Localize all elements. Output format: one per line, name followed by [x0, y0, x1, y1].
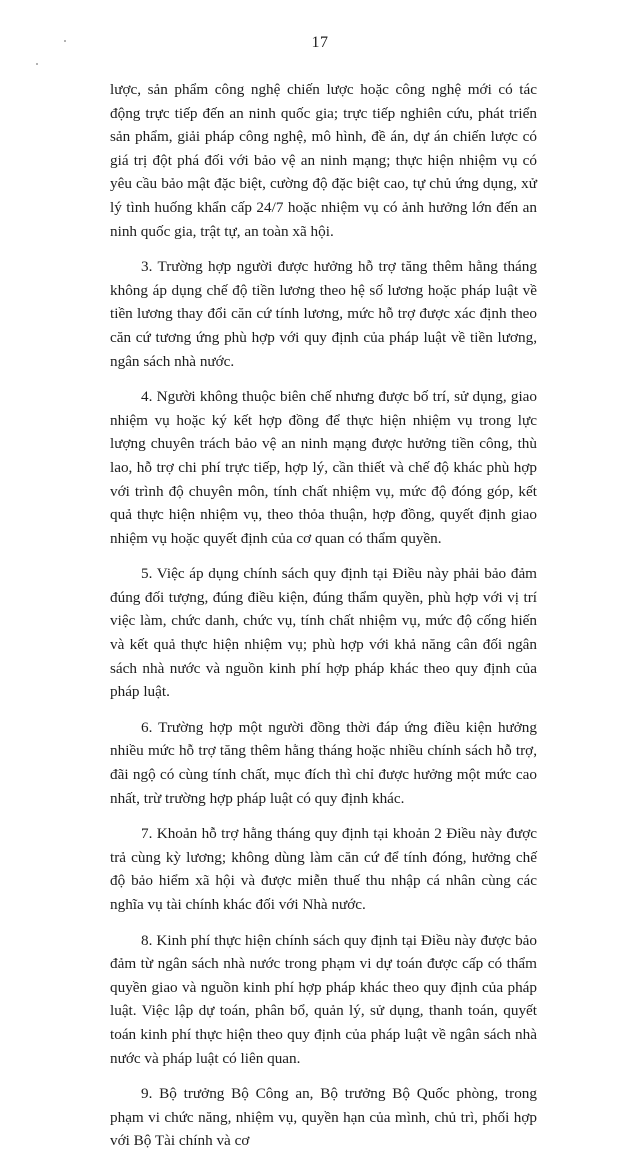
paragraph-item-7: 7. Khoản hỗ trợ hằng tháng quy định tại khoản 2 Điều này được trả cùng kỳ lương; không dùng làm căn cứ để tính đóng, hưởng chế độ bảo hiểm xã hội và được miễn thuế thu nhập cá nhân cùng các nghĩa vụ tài chính khác đối với Nhà nước.: [110, 825, 537, 913]
scan-speck: [36, 63, 38, 65]
paragraph-item-9: 9. Bộ trưởng Bộ Công an, Bộ trưởng Bộ Quốc phòng, trong phạm vi chức năng, nhiệm vụ, quyền hạn của mình, chủ trì, phối hợp với Bộ Tài chính và cơ: [110, 1085, 537, 1150]
paragraph-item-8: 8. Kinh phí thực hiện chính sách quy định tại Điều này được bảo đảm từ ngân sách nhà nước trong phạm vi dự toán được cấp có thẩm quyền giao và nguồn kinh phí hợp pháp khác theo quy định của pháp luật. Việc lập dự toán, phân bổ, quản lý, sử dụng, thanh toán, quyết toán kinh phí thực hiện theo quy định của pháp luật về ngân sách nhà nước và pháp luật có liên quan.: [110, 931, 537, 1067]
paragraph-item-4: 4. Người không thuộc biên chế nhưng được bố trí, sử dụng, giao nhiệm vụ hoặc ký kết hợp đồng để thực hiện nhiệm vụ trong lực lượng chuyên trách bảo vệ an ninh mạng được hưởng tiền công, thù lao, hỗ trợ chi phí trực tiếp, hợp lý, cần thiết và chế độ khác phù hợp với trình độ chuyên môn, tính chất nhiệm vụ, mức độ đóng góp, kết quả thực hiện nhiệm vụ, theo thỏa thuận, hợp đồng, quyết định giao nhiệm vụ hoặc quyết định của cơ quan có thẩm quyền.: [110, 388, 537, 547]
paragraph-item-3: 3. Trường hợp người được hưởng hỗ trợ tăng thêm hằng tháng không áp dụng chế độ tiền lương theo hệ số lương hoặc pháp luật về tiền lương thay đổi căn cứ tính lương, mức hỗ trợ được xác định theo căn cứ tương ứng phù hợp với quy định của pháp luật về tiền lương, ngân sách nhà nước.: [110, 258, 537, 370]
page-number: 17: [311, 34, 329, 51]
paragraph-item-5: 5. Việc áp dụng chính sách quy định tại Điều này phải bảo đảm đúng đối tượng, đúng điều kiện, đúng thẩm quyền, phù hợp với vị trí việc làm, chức danh, chức vụ, tính chất nhiệm vụ, mức độ cống hiến và kết quả thực hiện nhiệm vụ; phù hợp với khả năng cân đối ngân sách nhà nước và nguồn kinh phí hợp pháp khác theo quy định của pháp luật.: [110, 565, 537, 701]
paragraph-item-6: 6. Trường hợp một người đồng thời đáp ứng điều kiện hưởng nhiều mức hỗ trợ tăng thêm hằng tháng hoặc nhiều chính sách hỗ trợ, đãi ngộ có cùng tính chất, mục đích thì chỉ được hưởng một mức cao nhất, trừ trường hợp pháp luật có quy định khác.: [110, 718, 537, 807]
body-text: [110, 78, 537, 1165]
paragraph-continuation: lược, sản phẩm công nghệ chiến lược hoặc công nghệ mới có tác động trực tiếp đến an ninh quốc gia; trực tiếp nghiên cứu, phát triển sản phẩm, giải pháp công nghệ, mô hình, đề án, dự án chiến lược có giá trị đột phá đối với bảo vệ an ninh mạng; thực hiện nhiệm vụ có yêu cầu bảo mật đặc biệt, cường độ đặc biệt cao, tự chủ ứng dụng, xử lý tình huống khẩn cấp 24/7 hoặc nhiệm vụ có ảnh hưởng lớn đến an ninh quốc gia, trật tự, an toàn xã hội.: [110, 81, 537, 240]
